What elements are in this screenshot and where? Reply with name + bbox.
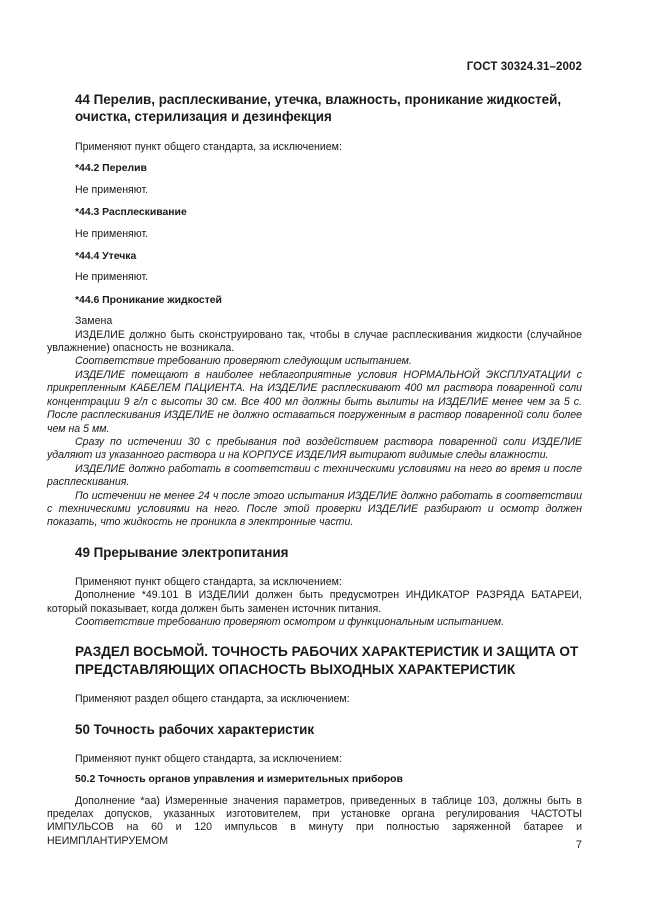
section-eight-intro: Применяют раздел общего стандарта, за исключением: (75, 693, 350, 706)
clause-44-6-paragraph-3: ИЗДЕЛИЕ помещают в наиболее неблагоприятные условия НОРМАЛЬНОЙ ЭКСПЛУАТАЦИИ с прикрепленным КАБЕЛЕМ ПАЦИЕНТА. На ИЗДЕЛИЕ расплескивают 400 мл раствора поваренной соли концентрации 9 г/л с высоты 30 см. Все 400 мл должны быть вылиты на ИЗДЕЛИЕ менее чем за 5 с. После расплескивания ИЗДЕЛИЕ не должно оставаться погруженным в раствор поваренной соли более чем на 5 мм. (47, 368, 582, 435)
section-eight-title: РАЗДЕЛ ВОСЬМОЙ. ТОЧНОСТЬ РАБОЧИХ ХАРАКТЕРИСТИК И ЗАЩИТА ОТ ПРЕДСТАВЛЯЮЩИХ ОПАСНОСТЬ ВЫХОДНЫХ ХАРАКТЕРИСТИК (75, 644, 579, 677)
section-44-title: 44 Перелив, расплескивание, утечка, влажность, проникание жидкостей, очистка, стерилизация и дезинфекция (75, 92, 562, 124)
clause-50-2-title: 50.2 Точность органов управления и измерительных приборов (75, 774, 403, 786)
section-50-intro: Применяют пункт общего стандарта, за исключением: (75, 752, 342, 765)
section-49-intro: Применяют пункт общего стандарта, за исключением: (75, 575, 342, 588)
clause-44-3-text: Не применяют. (75, 227, 149, 240)
section-50-title: 50 Точность рабочих характеристик (75, 721, 315, 737)
clause-44-4-text: Не применяют. (75, 271, 149, 284)
section-44-intro: Применяют пункт общего стандарта, за исключением: (75, 141, 342, 153)
page-number: 7 (575, 839, 582, 851)
clause-44-4-title: *44.4 Утечка (75, 251, 137, 263)
clause-44-3-title: *44.3 Расплескивание (75, 207, 187, 219)
page-content (47, 91, 582, 848)
clause-44-6-paragraph-2: Соответствие требованию проверяют следующим испытанием. (75, 355, 412, 368)
section-49-addition: Дополнение *49.101 В ИЗДЕЛИИ должен быть предусмотрен ИНДИКАТОР РАЗРЯДА БАТАРЕИ, который показывает, когда должен быть заменен источник питания. (47, 589, 582, 615)
clause-50-2-addition: Дополнение *аа) Измеренные значения параметров, приведенных в таблице 103, должны быть в пределах допусков, указанных изготовителем, при установке органа регулирования ЧАСТОТЫ ИМПУЛЬСОВ на 60 и 120 импульсов в минуту при полностью заряженной батарее и НЕИМПЛАНТИРУЕМОМ (47, 794, 582, 847)
section-49-title: 49 Прерывание электропитания (75, 544, 289, 560)
clause-44-6-paragraph-4: Сразу по истечении 30 с пребывания под воздействием раствора поваренной соли ИЗДЕЛИЕ удаляют из указанного раствора и на КОРПУСЕ ИЗДЕЛИЯ вытирают видимые следы влажности. (47, 435, 582, 462)
clause-44-6-title: *44.6 Проникание жидкостей (75, 294, 222, 306)
section-49-compliance: Соответствие требованию проверяют осмотром и функциональным испытанием. (75, 615, 505, 628)
clause-44-2-text: Не применяют. (75, 183, 149, 196)
clause-44-6-paragraph-6: По истечении не менее 24 ч после этого испытания ИЗДЕЛИЕ должно работать в соответствии с техническими условиями на него. После этой проверки ИЗДЕЛИЕ разбирают и осмотр должен показать, что жидкость не проникла в электронные части. (47, 489, 582, 529)
clause-44-2-title: *44.2 Перелив (75, 163, 147, 175)
replacement-label: Замена (75, 315, 113, 328)
standard-header: ГОСТ 30324.31–2002 (466, 61, 582, 73)
clause-44-6-paragraph-5: ИЗДЕЛИЕ должно работать в соответствии с техническими условиями на него во время и после расплескивания. (47, 462, 582, 489)
clause-44-6-paragraph-1: ИЗДЕЛИЕ должно быть сконструировано так, чтобы в случае расплескивания жидкости (случайное увлажнение) опасность не возникала. (47, 328, 582, 355)
